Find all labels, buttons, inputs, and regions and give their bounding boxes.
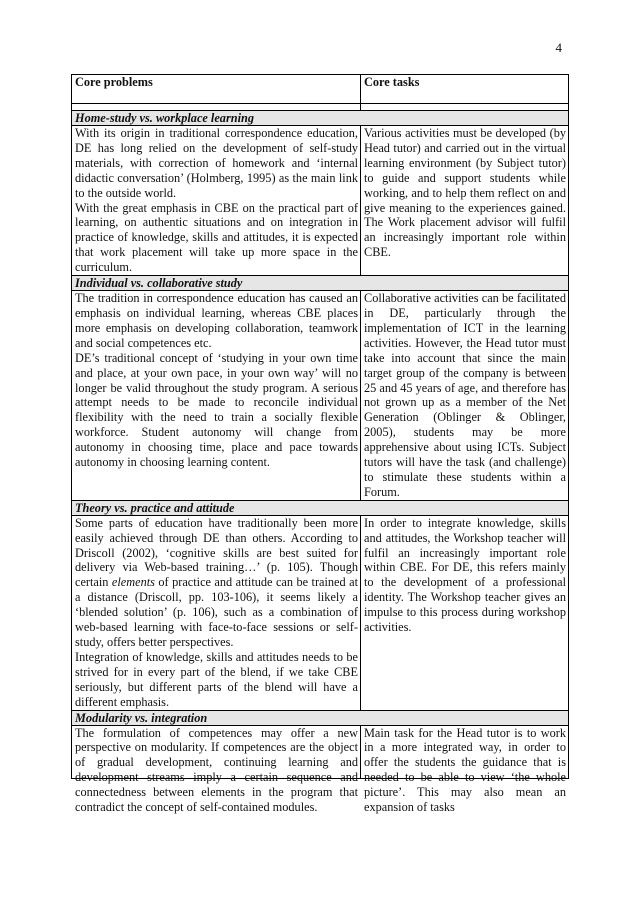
table-row — [72, 126, 569, 276]
problem-cell — [72, 291, 361, 501]
task-cell — [361, 126, 569, 276]
problem-cell-clip — [75, 725, 358, 815]
problem-cell — [72, 725, 361, 815]
table-header-row — [72, 75, 569, 104]
task-cell — [361, 291, 569, 501]
section-heading-row — [72, 500, 569, 515]
problem-text-run: of practice and attitude can be trained at a distance (Driscoll, pp. 103-106), it seems likely a ‘blended solution’ (p. 106), such as a combination of web-based learning with face-to-face sessions or self-study, offers better perspectives. — [75, 575, 358, 649]
problem-paragraph: The tradition in correspondence education has caused an emphasis on individual learning, whereas CBE places more emphasis on developing collaboration, teamwork and social competences etc. — [75, 291, 358, 350]
page-number: 4 — [555, 40, 562, 55]
table-row — [72, 291, 569, 501]
problem-paragraph: The formulation of competences may offer a new perspective on modularity. If competences are the object of gradual development, continuing learning and development streams imply a certain sequence and connectedness between elements in the program that contradict the concept of self-contained modules. — [75, 725, 358, 815]
problem-emphasis: elements — [111, 575, 155, 590]
task-paragraph: Various activities must be developed (by Head tutor) and carried out in the virtual learning environment (by Subject tutor) to guide and support students while working, and to help them reflect on and give meaning to the experiences gained. The Work placement advisor will fulfil an increasingly important role within CBE. — [364, 126, 566, 260]
section-title-individual-collaborative: Individual vs. collaborative study — [72, 276, 569, 291]
table-row — [72, 725, 569, 778]
core-problems-tasks-table — [71, 74, 569, 815]
section-heading-row — [72, 276, 569, 291]
task-paragraph: Main task for the Head tutor is to work in a more integrated way, in order to offer the students the guidance that is needed to be able to view ‘the whole picture’. This may also mean an expansion of tasks — [364, 725, 566, 815]
section-heading-row — [72, 111, 569, 126]
problem-paragraph: With its origin in traditional correspondence education, DE has long relied on the development of self-study materials, with correction of homework and ‘internal didactic conversation’ (Holmberg, 1995) as the main link to the outside world. — [75, 126, 358, 200]
section-title-modularity: Modularity vs. integration — [72, 710, 569, 725]
problem-paragraph: With the great emphasis in CBE on the practical part of learning, on authentic situations and on integration in practice of knowledge, skills and attitudes, it is expected that work placement will take up more space in the curriculum. — [75, 200, 358, 275]
task-cell — [361, 725, 569, 815]
column-header-core-problems: Core problems — [72, 75, 361, 104]
problem-text-run: Some parts of education have traditionally been more easily achieved through DE than others. According to Driscoll (2002), ‘cognitive skills are best suited for delivery via Web-based training…’ (p. 105). Though certain — [75, 515, 358, 590]
section-title-theory-practice: Theory vs. practice and attitude — [72, 500, 569, 515]
spacer-cell — [361, 104, 569, 111]
task-paragraph: In order to integrate knowledge, skills and attitudes, the Workshop teacher will fulfil an increasingly important role within CBE. For DE, this refers mainly to the development of a professional identity. The Workshop teacher gives an impulse to this process during workshop activities. — [364, 515, 566, 635]
section-title-home-study: Home-study vs. workplace learning — [72, 111, 569, 126]
column-header-core-tasks: Core tasks — [361, 75, 569, 104]
task-cell — [361, 515, 569, 710]
problem-cell — [72, 515, 361, 710]
table-row — [72, 515, 569, 710]
task-paragraph: Collaborative activities can be facilitated in DE, particularly through the implementation of ICT in the learning activities. However, the Head tutor must take into account that since the main target group of the company is between 25 and 45 years of age, and therefore has not grown up as a member of the Net Generation (Oblinger & Oblinger, 2005), students may be more apprehensive about using ICTs. Subject tutors will have the task (and challenge) to stimulate these students within a Forum. — [364, 291, 566, 499]
problem-cell — [72, 126, 361, 276]
problem-paragraph: DE’s traditional concept of ‘studying in your own time and place, at your own pace, in your own way’ will no longer be valid throughout the study program. A serious attempt needs to be made to reconcile individual flexibility with the need to train a socially flexible workforce. Student autonomy will change from autonomy in choosing time, place and pace towards autonomy in choosing learning content. — [75, 350, 358, 470]
header-spacer-row — [72, 104, 569, 111]
problem-paragraph: Integration of knowledge, skills and attitudes needs to be strived for in every part of the blend, if we take CBE seriously, but different parts of the blend will have a different emphasis. — [75, 649, 358, 709]
spacer-cell — [72, 104, 361, 111]
section-heading-row — [72, 710, 569, 725]
task-cell-clip — [364, 725, 566, 815]
problem-paragraph — [75, 516, 358, 650]
